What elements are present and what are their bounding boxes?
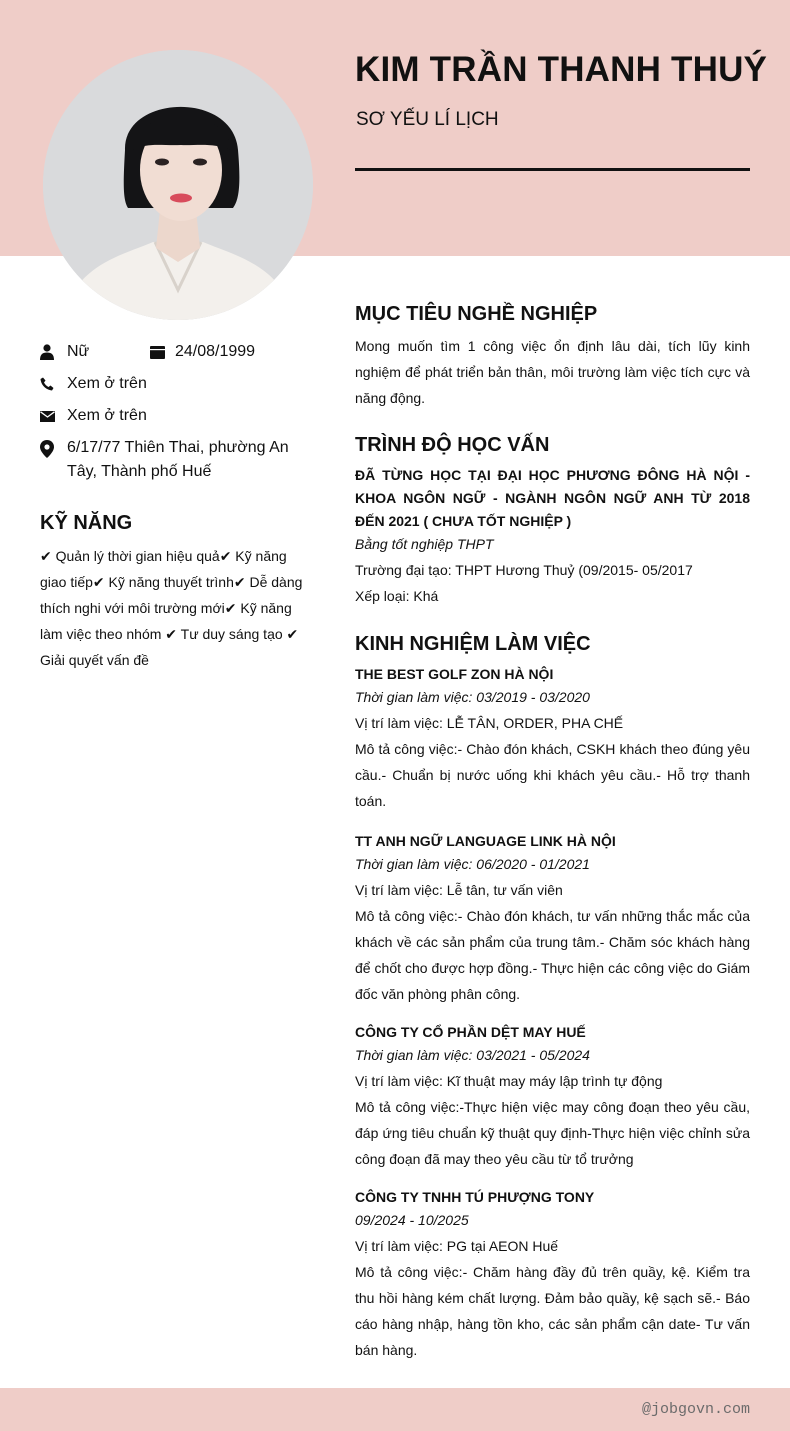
- job-time: 09/2024 - 10/2025: [355, 1212, 469, 1228]
- contact-row-email: [40, 404, 315, 428]
- job-position: Vị trí làm việc: LỄ TÂN, ORDER, PHA CHẾ: [355, 715, 624, 731]
- mail-icon: [40, 411, 55, 422]
- job-time: Thời gian làm việc: 03/2021 - 05/2024: [355, 1047, 590, 1063]
- skills-title: KỸ NĂNG: [40, 512, 133, 534]
- experience-title: KINH NGHIỆM LÀM VIỆC: [355, 633, 591, 655]
- job-entry: [355, 1021, 750, 1172]
- job-description: Mô tả công việc:-Thực hiện việc may công đoạn theo yêu cầu, đáp ứng tiêu chuẩn kỹ thuật quy định-Thực hiện việc chỉnh sửa công đoạn đã may theo yêu cầu từ tổ trưởng: [355, 1099, 750, 1167]
- calendar-icon: [150, 346, 165, 359]
- job-description: Mô tả công việc:- Chào đón khách, CSKH khách theo đúng yêu cầu.- Chuẩn bị nước uống khi khách yêu cầu.- Hỗ trợ thanh toán.: [355, 741, 750, 809]
- experience-section: [355, 631, 750, 1363]
- email-value: Xem ở trên: [67, 407, 147, 424]
- contact-row-gender-birthday: [40, 340, 315, 364]
- phone-value: Xem ở trên: [67, 375, 147, 392]
- job-company: THE BEST GOLF ZON HÀ NỘI: [355, 666, 554, 682]
- objective-text: Mong muốn tìm 1 công việc ổn định lâu dài, tích lũy kinh nghiệm để phát triển bản thân, môi trường làm việc tích cực và năng động.: [355, 338, 750, 406]
- job-position: Vị trí làm việc: Lễ tân, tư vấn viên: [355, 882, 563, 898]
- document-subtitle: SƠ YẾU LÍ LỊCH: [356, 109, 499, 130]
- candidate-name: KIM TRẦN THANH THUÝ: [355, 50, 768, 89]
- footer-watermark: @jobgovn.com: [641, 1401, 750, 1418]
- job-position: Vị trí làm việc: Kĩ thuật may máy lập trình tự động: [355, 1073, 663, 1089]
- job-company: CÔNG TY CỔ PHẦN DỆT MAY HUẾ: [355, 1024, 586, 1040]
- job-entry: [355, 663, 750, 814]
- location-pin-icon: [40, 440, 54, 458]
- job-company: CÔNG TY TNHH TÚ PHƯỢNG TONY: [355, 1189, 595, 1205]
- objective-title: MỤC TIÊU NGHỀ NGHIỆP: [355, 303, 598, 325]
- phone-icon: [40, 376, 54, 392]
- education-heading: ĐÃ TỪNG HỌC TẠI ĐẠI HỌC PHƯƠNG ĐÔNG HÀ NỘI - KHOA NGÔN NGỮ - NGÀNH NGÔN NGỮ ANH TỪ 2018 ĐẾN 2021 ( CHƯA TỐT NGHIỆP ): [355, 467, 750, 529]
- contact-row-address: [40, 436, 315, 484]
- objective-section: [355, 301, 750, 411]
- job-company: TT ANH NGỮ LANGUAGE LINK HÀ NỘI: [355, 833, 616, 849]
- birthday-value: 24/08/1999: [175, 343, 256, 360]
- education-degree: Bằng tốt nghiệp THPT: [355, 536, 494, 552]
- education-title: TRÌNH ĐỘ HỌC VẤN: [355, 434, 550, 456]
- job-time: Thời gian làm việc: 06/2020 - 01/2021: [355, 856, 590, 872]
- job-entry: [355, 1186, 750, 1363]
- job-description: Mô tả công việc:- Chào đón khách, tư vấn những thắc mắc của khách về các sản phẩm của trung tâm.- Chăm sóc khách hàng để chốt cho được hợp đồng.- Thực hiện các công việc do Giám đốc văn phòng phân công.: [355, 908, 750, 1002]
- header-divider: [355, 168, 750, 171]
- contact-row-phone: [40, 372, 315, 396]
- job-position: Vị trí làm việc: PG tại AEON Huế: [355, 1238, 559, 1254]
- education-rank: Xếp loại: Khá: [355, 588, 439, 604]
- job-description: Mô tả công việc:- Chăm hàng đầy đủ trên quầy, kệ. Kiểm tra thu hồi hàng kém chất lượng. Đảm bảo quầy, kệ sạch sẽ.- Báo cáo hàng nhập, hàng tồn kho, các sản phẩm cận date- Tư vấn bán hàng.: [355, 1264, 750, 1358]
- education-section: [355, 432, 750, 609]
- gender-value: Nữ: [67, 343, 90, 360]
- address-value: 6/17/77 Thiên Thai, phường An Tây, Thành phố Huế: [67, 439, 289, 480]
- job-time: Thời gian làm việc: 03/2019 - 03/2020: [355, 689, 590, 705]
- avatar: [43, 50, 313, 320]
- skills-text: ✔ Quản lý thời gian hiệu quả✔ Kỹ năng giao tiếp✔ Kỹ năng thuyết trình✔ Dễ dàng thích nghi với môi trường mới✔ Kỹ năng làm việc theo nhóm ✔ Tư duy sáng tạo ✔ Giải quyết vấn đề: [40, 548, 303, 668]
- job-entry: [355, 830, 750, 1007]
- portrait-photo: [43, 50, 313, 320]
- person-icon: [40, 344, 54, 360]
- education-school: Trường đại tạo: THPT Hương Thuỷ (09/2015- 05/2017: [355, 562, 693, 578]
